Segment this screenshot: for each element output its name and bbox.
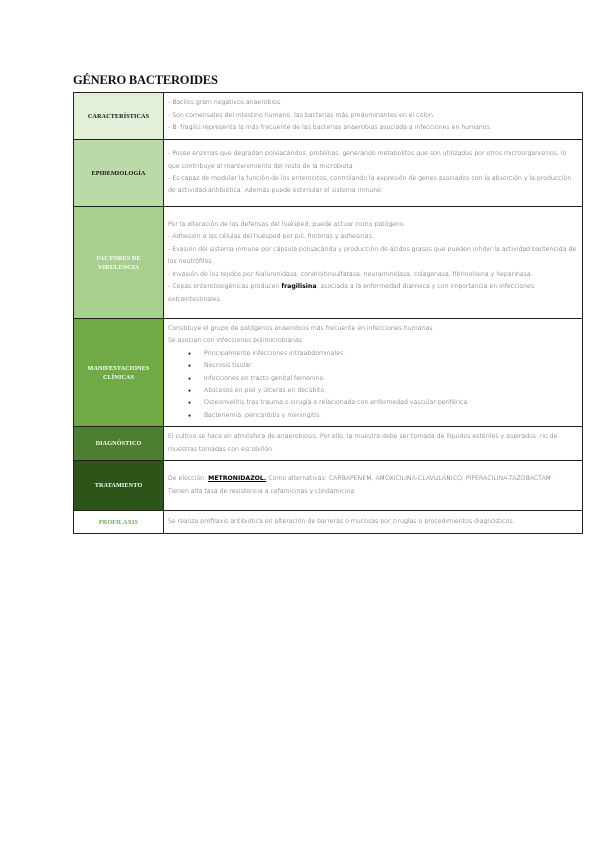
content-caracteristicas	[164, 93, 583, 140]
text-line: - Bacilos gram negativos anaerobios.	[168, 99, 283, 107]
manifestaciones-list	[168, 348, 578, 422]
text-line: - Es capaz de modular la función de los enterocitos, controlando la expresión de genes asociados con la absorción y la producción de actividad antibiótica. Además puede estimular el sistema inmune.	[168, 175, 572, 195]
text-line: - B. fragilis representa la más frecuente de las bacterias anaerobias asociada a infecciones en humanos.	[168, 124, 492, 132]
text-line: Tienen alta tasa de resistencia a cefamicinas y clindamicina.	[168, 487, 357, 495]
row-profilaxis	[74, 511, 583, 534]
row-manifestaciones	[74, 319, 583, 427]
text-line	[168, 473, 578, 485]
row-diagnostico	[74, 427, 583, 461]
label-caracteristicas: CARACTERÍSTICAS	[74, 93, 164, 140]
list-item: ● Bacteriemia, pericarditis y meningitis.	[188, 410, 578, 422]
row-tratamiento	[74, 461, 583, 511]
text-line: Constituye el grupo de patógenos anaerobios más frecuente en infecciones humanas.	[168, 324, 435, 332]
row-epidemiologia	[74, 140, 583, 207]
text-line: - Son comensales del intestino humano, las bacterias más predominantes en el colon.	[168, 111, 435, 119]
text-fragment: , asociada a la enfermedad diarreica y con importancia en infecciones extraintestinales.	[168, 283, 535, 303]
text-line: - Adhesión a las células del huésped por pili, fimbrias y adhesinas.	[168, 233, 374, 241]
text-line: - Invasión de los tejidos por hialuronidasa, condroitinsulfatasa, neuraminidasa, colagenasa, fibrinolisina y heparinasa.	[168, 270, 533, 278]
label-tratamiento: TRATAMIENTO	[74, 461, 164, 511]
highlight-fragilisina: fragilisina	[281, 283, 317, 291]
content-manifestaciones	[164, 319, 583, 427]
text-fragment: Como alternativas: CARBAPENEM, AMOXICILINA-CLAVULÁNICO, PIPERACILINA-TAZOBACTAM.	[266, 475, 553, 483]
text-line: - Posee enzimas que degradan polisacáridos, proteínas, generando metabolitos que son utilizados por otros microorganismos, lo que contribuye al mantenimiento del resto de la microbiota.	[168, 150, 567, 170]
highlight-metronidazol: METRONIDAZOL.	[208, 475, 267, 483]
content-tratamiento	[164, 461, 583, 511]
label-manifestaciones: MANIFESTACIONES CLÍNICAS	[74, 319, 164, 427]
list-item: ● Osteomielitis tras trauma o cirugía o relacionada con enfermedad vascular periférica.	[188, 397, 578, 409]
label-diagnostico: DIAGNÓSTICO	[74, 427, 164, 461]
text-line: Por la alteración de las defensas del huésped, puede actuar como patógeno.	[168, 221, 406, 229]
list-item: ● Abscesos en piel y úlceras en decúbito.	[188, 385, 578, 397]
label-epidemiologia: EPIDEMIOLOGÍA	[74, 140, 164, 207]
content-diagnostico: El cultivo se hace en atmósfera de anaerobiosis. Por ello, la muestra debe ser tomada de líquidos estériles y aspirados, no de muestras tomadas con escobillón.	[164, 427, 583, 461]
bacteroides-table	[73, 92, 583, 534]
list-item: ● Necrosis tisular.	[188, 360, 578, 372]
row-caracteristicas	[74, 93, 583, 140]
list-item: ● Infecciones en tracto genital femenino.	[188, 373, 578, 385]
label-virulencia: FACTORES DE VIRULENCIA	[74, 207, 164, 319]
page-title: GÉNERO BACTEROIDES	[73, 73, 218, 87]
content-profilaxis: Se realiza profilaxis antibiótica en alteración de barreras o mucosas por cirugías o procedimientos diagnósticos.	[164, 511, 583, 534]
label-profilaxis: PROFILAXIS	[74, 511, 164, 534]
text-fragment: - Cepas enterotoxigénicas producen	[168, 283, 282, 291]
text-fragment: De elección:	[168, 475, 209, 483]
text-line: - Evasión del sistema inmune por cápsula polisacárida y producción de ácidos grasos que pueden inhibir la actividad bactericida de los neutrófilos.	[168, 245, 577, 266]
text-line	[168, 281, 578, 306]
row-virulencia	[74, 207, 583, 319]
list-item: ● Principalmente infecciones intraabdominales.	[188, 348, 578, 360]
content-epidemiologia	[164, 140, 583, 207]
text-line: Se asocian con infecciones polimicrobianas:	[168, 337, 305, 345]
content-virulencia	[164, 207, 583, 319]
